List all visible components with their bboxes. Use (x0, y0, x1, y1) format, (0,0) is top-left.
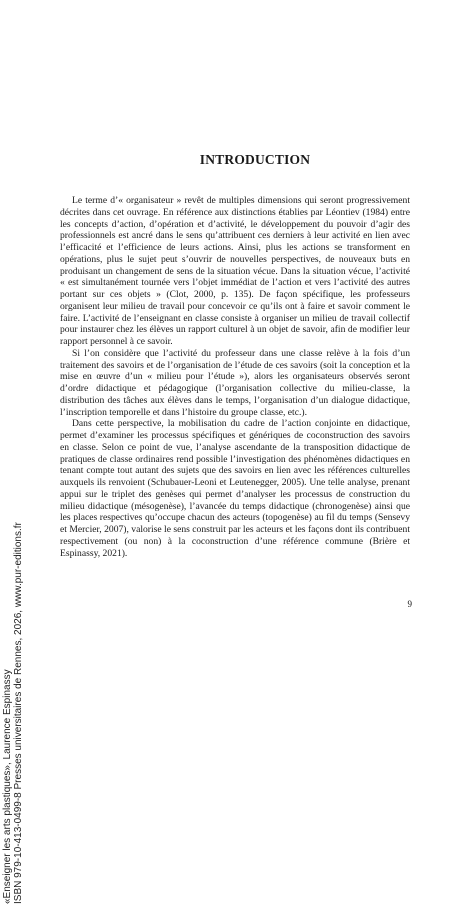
paragraph-1: Le terme d’« organisateur » revêt de multiples dimensions qui seront progressivement décrites dans cet ouvrage. En référence aux distinctions établies par Léontiev (1984) entre les concepts d’action, d’opération et d’activité, le développement du pouvoir d’agir des professionnels est ancré dans le sens qu’attribuent ces derniers à leur activité en lien avec l’efficacité et l’efficience de leurs actions. Ainsi, plus les actions se transforment en opérations, plus le sujet peut s’ouvrir de nouvelles perspectives, de nouveaux buts en produisant un changement de sens de la situation vécue. Dans la situation vécue, l’activité « est simultanément tournée vers l’objet immédiat de l’action et vers l’activité des autres portant sur ces objets » (Clot, 2000, p. 135). De façon spécifique, les professeurs organisent leur milieu de travail pour concevoir ce qu’ils ont à faire et savoir comment le faire. L’activité de l’enseignant en classe consiste à organiser un milieu de travail collectif pour instaurer chez les élèves un rapport culturel à un objet de savoir, afin de modifier leur rapport personnel à ce savoir. (60, 195, 410, 347)
paragraph-3: Dans cette perspective, la mobilisation du cadre de l’action conjointe en didactique, permet d’examiner les processus spécifiques et génériques de coconstruction des savoirs en classe. Selon ce point de vue, l’analyse ascendante de la transposition didactique de pratiques de classe ordinaires rend possible l’investigation des phénomènes didactiques en tenant compte tout autant des sujets que des savoirs en lien avec les références culturelles auxquels ils renvoient (Schubauer-Leoni et Leutenegger, 2005). Une telle analyse, prenant appui sur le triplet des genèses qui permet d’analyser les processus de construction du milieu didactique (mésogenèse), l’avancée du temps didactique (chronogenèse) ainsi que les places respectives qu’occupe chacun des acteurs (topogenèse) au fil du temps (Sensevy et Mercier, 2007), valorise le sens construit par les acteurs et les façons dont ils contribuent respectivement (ou non) à la coconstruction d’une référence commune (Brière et Espinassy, 2021). (60, 418, 410, 559)
side-copyright-note (2, 522, 26, 904)
page-number: 9 (407, 599, 412, 609)
paragraph-2: Si l’on considère que l’activité du professeur dans une classe relève à la fois d’un traitement des savoirs et de l’organisation de l’étude de ces savoirs (soit la conception et la mise en œuvre d’un « milieu pour l’étude »), alors les organisateurs observés seront d’ordre didactique et pédagogique (l’organisation collective du milieu-classe, la distribution des tâches aux élèves dans le temps, l’organisation d’un dialogue didactique, l’inscription temporelle et dans l’histoire du groupe classe, etc.). (60, 347, 410, 418)
side-note-title-line: «Enseigner les arts plastiques», Laurence Espinassy (2, 669, 13, 904)
body-text (60, 195, 410, 559)
side-note-isbn-line: ISBN 979-10-413-0499-8 Presses universitaires de Rennes, 2026, www.pur-editions.fr (13, 522, 24, 904)
chapter-heading: INTRODUCTION (199, 152, 311, 167)
